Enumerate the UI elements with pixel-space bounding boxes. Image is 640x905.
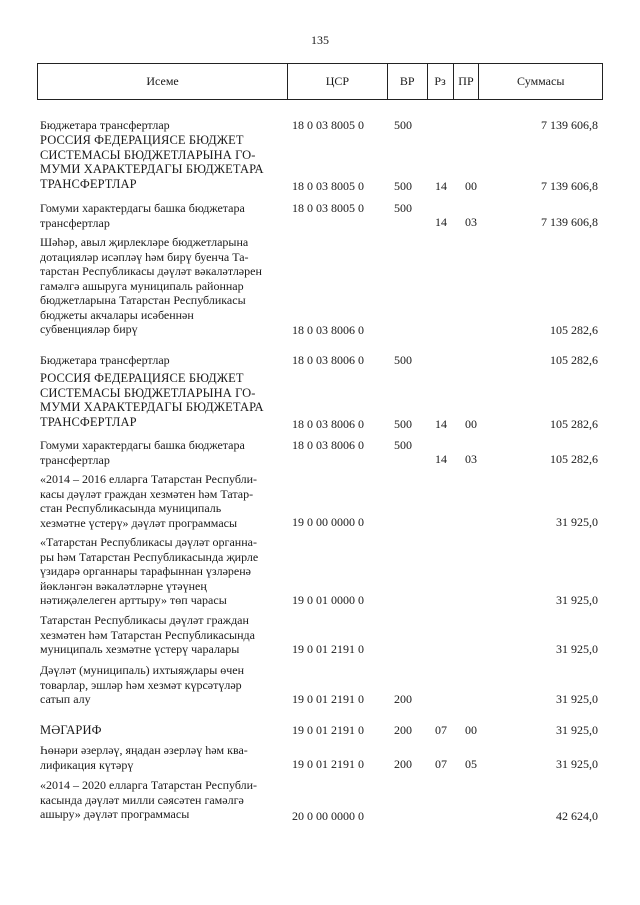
table-row xyxy=(0,535,640,607)
table-row xyxy=(0,472,640,529)
row-pr: 00 xyxy=(465,416,477,431)
row-sum: 31 925,0 xyxy=(556,641,598,656)
row-name: «2014 – 2020 елларга Татарстан Республи- касында дәүләт милли сәясәтен гамәлгә ашыру» дәүләт программасы xyxy=(40,778,258,821)
row-sum: 105 282,6 xyxy=(550,452,598,466)
row-sum: 105 282,6 xyxy=(550,322,598,337)
row-vr: 500 xyxy=(394,118,412,132)
row-pr: 00 xyxy=(465,178,477,193)
row-name: Дәүләт (муниципаль) ихтыяҗлары өчен товарлар, эшләр һәм хезмәт күрсәтүләр сатып алу xyxy=(40,663,245,706)
header-pr: ПР xyxy=(453,64,479,99)
row-pr: 03 xyxy=(465,452,477,466)
row-name: Шәһәр, авыл җирлекләре бюджетларына дотацияләр исәплəү һəм бирү буенча Та- тарстан Республикасы дәүләт вәкаләтләрен гамәлгә ашыруга муниципаль районнар бюджетларына Татарстан Республикасы бюджеты акчалары исәбеннән субвенцияләр бирү xyxy=(40,235,262,336)
row-pr: 03 xyxy=(465,215,477,229)
table-row xyxy=(0,723,640,738)
table-row xyxy=(0,118,640,133)
row-sum: 31 925,0 xyxy=(556,723,598,737)
header-name: Исеме xyxy=(146,74,179,88)
row-name: Гомуми характердагы башка бюджетара трансфертлар xyxy=(40,201,245,230)
row-sum: 31 925,0 xyxy=(556,514,598,529)
page-number: 135 xyxy=(311,33,329,47)
row-csr: 18 0 03 8006 0 xyxy=(292,353,364,367)
header-csr: ЦСР xyxy=(287,64,387,99)
table-row xyxy=(0,438,640,468)
row-csr: 18 0 03 8005 0 xyxy=(292,178,364,193)
row-name: МӘГАРИФ xyxy=(40,723,102,737)
row-sum: 31 925,0 xyxy=(556,757,598,771)
table-row xyxy=(0,371,640,431)
table-row xyxy=(0,613,640,656)
row-csr: 18 0 03 8006 0 xyxy=(292,438,364,452)
row-vr: 200 xyxy=(394,723,412,737)
header-sum: Суммасы xyxy=(478,64,602,99)
table-row xyxy=(0,235,640,337)
table-row xyxy=(0,743,640,773)
row-vr: 500 xyxy=(394,178,412,193)
row-pr: 05 xyxy=(465,757,477,771)
row-rz: 14 xyxy=(435,178,447,193)
row-csr: 18 0 03 8006 0 xyxy=(292,416,364,431)
row-vr: 500 xyxy=(394,201,412,215)
row-name: «2014 – 2016 елларга Татарстан Республи- касы дәүләт граждан хезмәтен һәм Татар- стан Республикасында муниципаль хезмәтне үстерү» дәүләт программасы xyxy=(40,472,258,530)
row-sum: 7 139 606,8 xyxy=(541,178,598,193)
row-rz: 14 xyxy=(435,452,447,466)
row-name: «Татарстан Республикасы дәүләт органна- ры һәм Татарстан Республикасында җирле үзидарә органнары тарафыннан үзләренә йөкләнгән вәкаләтләрне үтәүнең нәтиҗәлелеген арттыру» төп чарасы xyxy=(40,535,259,607)
row-csr: 18 0 03 8005 0 xyxy=(292,118,364,132)
row-csr: 19 0 01 0000 0 xyxy=(292,592,364,607)
row-csr: 19 0 00 0000 0 xyxy=(292,514,364,529)
row-sum: 105 282,6 xyxy=(550,353,598,367)
row-sum: 31 925,0 xyxy=(556,691,598,706)
row-csr: 18 0 03 8005 0 xyxy=(292,201,364,215)
row-csr: 18 0 03 8006 0 xyxy=(292,322,364,337)
row-rz: 07 xyxy=(435,757,447,771)
row-csr: 19 0 01 2191 0 xyxy=(292,757,364,771)
table-row xyxy=(0,778,640,823)
table-row xyxy=(0,663,640,706)
row-vr: 200 xyxy=(394,691,412,706)
row-csr: 20 0 00 0000 0 xyxy=(292,808,364,823)
row-rz: 07 xyxy=(435,723,447,737)
table-row xyxy=(0,353,640,368)
row-name: Гомуми характердагы башка бюджетара трансфертлар xyxy=(40,438,245,467)
row-name: Бюджетара трансфертлар xyxy=(40,353,170,367)
row-sum: 7 139 606,8 xyxy=(541,118,598,132)
row-name: РОССИЯ ФЕДЕРАЦИЯСЕ БЮДЖЕТ СИСТЕМАСЫ БЮДЖЕТЛАРЫНА ГО- МУМИ ХАРАКТЕРДАГЫ БЮДЖЕТАРА ТРАНСФЕРТЛАР xyxy=(40,371,264,429)
row-sum: 7 139 606,8 xyxy=(541,215,598,229)
row-name: Һөнәри әзерләү, яңадан әзерләү һәм ква- лификация күтәрү xyxy=(40,743,248,772)
row-sum: 105 282,6 xyxy=(550,416,598,431)
header-vr: ВР xyxy=(387,64,427,99)
row-csr: 19 0 01 2191 0 xyxy=(292,641,364,656)
row-csr: 19 0 01 2191 0 xyxy=(292,691,364,706)
row-name: Бюджетара трансфертлар xyxy=(40,118,170,132)
row-csr: 19 0 01 2191 0 xyxy=(292,723,364,737)
row-vr: 500 xyxy=(394,438,412,452)
row-pr: 00 xyxy=(465,723,477,737)
table-row xyxy=(0,133,640,193)
row-vr: 500 xyxy=(394,416,412,431)
row-rz: 14 xyxy=(435,416,447,431)
row-name: РОССИЯ ФЕДЕРАЦИЯСЕ БЮДЖЕТ СИСТЕМАСЫ БЮДЖЕТЛАРЫНА ГО- МУМИ ХАРАКТЕРДАГЫ БЮДЖЕТАРА ТРАНСФЕРТЛАР xyxy=(40,133,264,191)
row-sum: 42 624,0 xyxy=(556,808,598,823)
header-rz: Рз xyxy=(427,64,453,99)
table-row xyxy=(0,201,640,231)
row-name: Татарстан Республикасы дәүләт граждан хезмәтен һәм Татарстан Республикасында муниципаль хезмәтне үстерү чаралары xyxy=(40,613,255,656)
row-vr: 200 xyxy=(394,757,412,771)
row-sum: 31 925,0 xyxy=(556,592,598,607)
row-rz: 14 xyxy=(435,215,447,229)
row-vr: 500 xyxy=(394,353,412,367)
